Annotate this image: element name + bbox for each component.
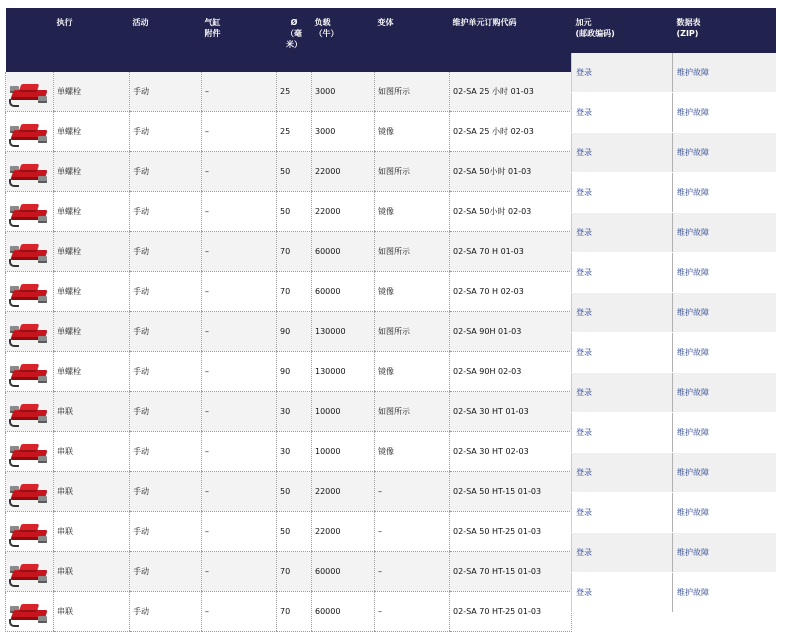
diameter-cell: 30	[277, 432, 312, 472]
accessory-cell: –	[202, 232, 277, 272]
action-cell: 手动	[130, 192, 202, 232]
execution-cell: 单螺栓	[54, 72, 130, 112]
header-execution: 执行	[54, 8, 130, 72]
datasheet-link[interactable]: 维护故障	[677, 588, 709, 597]
load-cell: 60000	[312, 232, 375, 272]
clamp-product-icon[interactable]	[8, 357, 52, 387]
action-cell: 手动	[130, 352, 202, 392]
download-row	[572, 573, 776, 613]
load-cell: 3000	[312, 72, 375, 112]
diameter-cell: 70	[277, 552, 312, 592]
datasheet-cell	[673, 173, 776, 213]
load-cell: 130000	[312, 352, 375, 392]
product-row	[6, 272, 572, 312]
cad-cell	[572, 53, 673, 93]
order-code-cell: 02-SA 70 H 02-03	[450, 272, 572, 312]
clamp-product-icon[interactable]	[8, 237, 52, 267]
product-image-cell	[6, 272, 54, 312]
cad-cell	[572, 253, 673, 293]
clamp-product-icon[interactable]	[8, 437, 52, 467]
download-row	[572, 333, 776, 373]
diameter-cell: 90	[277, 352, 312, 392]
cad-cell	[572, 573, 673, 613]
datasheet-cell	[673, 533, 776, 573]
diameter-cell: 50	[277, 152, 312, 192]
datasheet-link[interactable]: 维护故障	[677, 188, 709, 197]
accessory-cell: –	[202, 392, 277, 432]
product-image-cell	[6, 72, 54, 112]
execution-cell: 串联	[54, 592, 130, 632]
datasheet-link[interactable]: 维护故障	[677, 108, 709, 117]
header-diameter: Ø （毫 米）	[277, 8, 312, 72]
accessory-cell: –	[202, 472, 277, 512]
product-image-cell	[6, 432, 54, 472]
header-cad: 加元 (邮政编码)	[572, 8, 673, 53]
accessory-cell: –	[202, 192, 277, 232]
load-cell: 22000	[312, 192, 375, 232]
product-table	[5, 8, 572, 632]
order-code-cell: 02-SA 30 HT 02-03	[450, 432, 572, 472]
product-row	[6, 552, 572, 592]
accessory-cell: –	[202, 552, 277, 592]
action-cell: 手动	[130, 512, 202, 552]
order-code-cell: 02-SA 90H 01-03	[450, 312, 572, 352]
execution-cell: 串联	[54, 432, 130, 472]
login-link[interactable]: 登录	[576, 588, 592, 597]
diameter-cell: 25	[277, 112, 312, 152]
product-image-cell	[6, 392, 54, 432]
action-cell: 手动	[130, 232, 202, 272]
datasheet-link[interactable]: 维护故障	[677, 68, 709, 77]
clamp-product-icon[interactable]	[8, 597, 52, 627]
download-row	[572, 533, 776, 573]
action-cell: 手动	[130, 312, 202, 352]
order-code-cell: 02-SA 90H 02-03	[450, 352, 572, 392]
download-row	[572, 293, 776, 333]
accessory-cell: –	[202, 272, 277, 312]
execution-cell: 单螺栓	[54, 152, 130, 192]
login-link[interactable]: 登录	[576, 508, 592, 517]
execution-cell: 串联	[54, 392, 130, 432]
cad-cell	[572, 293, 673, 333]
accessory-cell: –	[202, 592, 277, 632]
product-row	[6, 192, 572, 232]
execution-cell: 单螺栓	[54, 192, 130, 232]
order-code-cell: 02-SA 25 小时 01-03	[450, 72, 572, 112]
header-load: 负载 （牛）	[312, 8, 375, 72]
clamp-product-icon[interactable]	[8, 117, 52, 147]
product-row	[6, 152, 572, 192]
accessory-cell: –	[202, 512, 277, 552]
product-table-header	[6, 8, 572, 72]
execution-cell: 单螺栓	[54, 232, 130, 272]
login-link[interactable]: 登录	[576, 68, 592, 77]
datasheet-cell	[673, 493, 776, 533]
diameter-cell: 50	[277, 192, 312, 232]
load-cell: 10000	[312, 432, 375, 472]
datasheet-link[interactable]: 维护故障	[677, 428, 709, 437]
download-row	[572, 53, 776, 93]
cad-cell	[572, 333, 673, 373]
action-cell: 手动	[130, 112, 202, 152]
download-table	[571, 8, 776, 613]
product-image-cell	[6, 552, 54, 592]
download-row	[572, 173, 776, 213]
clamp-product-icon[interactable]	[8, 277, 52, 307]
cad-cell	[572, 93, 673, 133]
action-cell: 手动	[130, 152, 202, 192]
product-image-cell	[6, 352, 54, 392]
load-cell: 60000	[312, 592, 375, 632]
action-cell: 手动	[130, 432, 202, 472]
datasheet-cell	[673, 573, 776, 613]
variant-cell: 镜像	[375, 112, 450, 152]
order-code-cell: 02-SA 70 HT-15 01-03	[450, 552, 572, 592]
product-image-cell	[6, 152, 54, 192]
product-row	[6, 112, 572, 152]
variant-cell: –	[375, 592, 450, 632]
load-cell: 60000	[312, 272, 375, 312]
load-cell: 130000	[312, 312, 375, 352]
login-link[interactable]: 登录	[576, 428, 592, 437]
execution-cell: 单螺栓	[54, 352, 130, 392]
variant-cell: 镜像	[375, 272, 450, 312]
order-code-cell: 02-SA 30 HT 01-03	[450, 392, 572, 432]
action-cell: 手动	[130, 552, 202, 592]
product-image-cell	[6, 472, 54, 512]
cad-cell	[572, 493, 673, 533]
diameter-cell: 50	[277, 512, 312, 552]
datasheet-cell	[673, 133, 776, 173]
load-cell: 10000	[312, 392, 375, 432]
variant-cell: 如图所示	[375, 312, 450, 352]
clamp-product-icon[interactable]	[8, 317, 52, 347]
order-code-cell: 02-SA 70 H 01-03	[450, 232, 572, 272]
variant-cell: 镜像	[375, 192, 450, 232]
execution-cell: 串联	[54, 552, 130, 592]
header-action: 活动	[130, 8, 202, 72]
header-image	[6, 8, 54, 72]
download-row	[572, 493, 776, 533]
cad-cell	[572, 173, 673, 213]
product-image-cell	[6, 112, 54, 152]
variant-cell: –	[375, 552, 450, 592]
action-cell: 手动	[130, 272, 202, 312]
product-row	[6, 592, 572, 632]
cad-cell	[572, 213, 673, 253]
order-code-cell: 02-SA 50小时 02-03	[450, 192, 572, 232]
clamp-product-icon[interactable]	[8, 517, 52, 547]
datasheet-link[interactable]: 维护故障	[677, 548, 709, 557]
load-cell: 60000	[312, 552, 375, 592]
variant-cell: 镜像	[375, 432, 450, 472]
login-link[interactable]: 登录	[576, 308, 592, 317]
execution-cell: 单螺栓	[54, 312, 130, 352]
accessory-cell: –	[202, 352, 277, 392]
login-link[interactable]: 登录	[576, 148, 592, 157]
datasheet-cell	[673, 293, 776, 333]
diameter-cell: 90	[277, 312, 312, 352]
variant-cell: 如图所示	[375, 232, 450, 272]
datasheet-cell	[673, 53, 776, 93]
download-row	[572, 253, 776, 293]
datasheet-link[interactable]: 维护故障	[677, 508, 709, 517]
diameter-cell: 70	[277, 272, 312, 312]
order-code-cell: 02-SA 70 HT-25 01-03	[450, 592, 572, 632]
login-link[interactable]: 登录	[576, 548, 592, 557]
cad-cell	[572, 453, 673, 493]
product-image-cell	[6, 192, 54, 232]
product-image-cell	[6, 232, 54, 272]
load-cell: 22000	[312, 472, 375, 512]
download-row	[572, 93, 776, 133]
execution-cell: 串联	[54, 472, 130, 512]
action-cell: 手动	[130, 392, 202, 432]
datasheet-cell	[673, 213, 776, 253]
datasheet-link[interactable]: 维护故障	[677, 348, 709, 357]
action-cell: 手动	[130, 72, 202, 112]
product-row	[6, 232, 572, 272]
accessory-cell: –	[202, 312, 277, 352]
order-code-cell: 02-SA 50 HT-15 01-03	[450, 472, 572, 512]
accessory-cell: –	[202, 152, 277, 192]
header-order-code: 维护单元订购代码	[450, 8, 572, 72]
datasheet-cell	[673, 253, 776, 293]
datasheet-link[interactable]: 维护故障	[677, 148, 709, 157]
product-row	[6, 312, 572, 352]
datasheet-cell	[673, 413, 776, 453]
datasheet-cell	[673, 373, 776, 413]
action-cell: 手动	[130, 472, 202, 512]
login-link[interactable]: 登录	[576, 348, 592, 357]
clamp-product-icon[interactable]	[8, 397, 52, 427]
accessory-cell: –	[202, 72, 277, 112]
header-cylinder-accessory: 气缸 附件	[202, 8, 277, 72]
variant-cell: 如图所示	[375, 392, 450, 432]
download-row	[572, 373, 776, 413]
login-link[interactable]: 登录	[576, 388, 592, 397]
product-image-cell	[6, 592, 54, 632]
diameter-cell: 30	[277, 392, 312, 432]
datasheet-link[interactable]: 维护故障	[677, 308, 709, 317]
variant-cell: –	[375, 512, 450, 552]
cad-cell	[572, 413, 673, 453]
clamp-product-icon[interactable]	[8, 157, 52, 187]
product-row	[6, 352, 572, 392]
clamp-product-icon[interactable]	[8, 197, 52, 227]
product-row	[6, 72, 572, 112]
load-cell: 3000	[312, 112, 375, 152]
datasheet-cell	[673, 333, 776, 373]
product-image-cell	[6, 512, 54, 552]
load-cell: 22000	[312, 512, 375, 552]
login-link[interactable]: 登录	[576, 108, 592, 117]
load-cell: 22000	[312, 152, 375, 192]
product-image-cell	[6, 312, 54, 352]
download-row	[572, 133, 776, 173]
header-variant: 变体	[375, 8, 450, 72]
datasheet-link[interactable]: 维护故障	[677, 468, 709, 477]
cad-cell	[572, 533, 673, 573]
execution-cell: 单螺栓	[54, 272, 130, 312]
order-code-cell: 02-SA 25 小时 02-03	[450, 112, 572, 152]
download-row	[572, 453, 776, 493]
download-row	[572, 413, 776, 453]
order-code-cell: 02-SA 50小时 01-03	[450, 152, 572, 192]
order-code-cell: 02-SA 50 HT-25 01-03	[450, 512, 572, 552]
datasheet-cell	[673, 93, 776, 133]
execution-cell: 串联	[54, 512, 130, 552]
execution-cell: 单螺栓	[54, 112, 130, 152]
accessory-cell: –	[202, 112, 277, 152]
login-link[interactable]: 登录	[576, 188, 592, 197]
datasheet-cell	[673, 453, 776, 493]
datasheet-link[interactable]: 维护故障	[677, 388, 709, 397]
login-link[interactable]: 登录	[576, 268, 592, 277]
cad-cell	[572, 133, 673, 173]
action-cell: 手动	[130, 592, 202, 632]
datasheet-link[interactable]: 维护故障	[677, 268, 709, 277]
header-datasheet: 数据表 (ZIP)	[673, 8, 776, 53]
clamp-product-icon[interactable]	[8, 77, 52, 107]
product-row	[6, 472, 572, 512]
clamp-product-icon[interactable]	[8, 557, 52, 587]
variant-cell: 如图所示	[375, 152, 450, 192]
diameter-cell: 70	[277, 232, 312, 272]
download-table-header	[572, 8, 776, 53]
diameter-cell: 70	[277, 592, 312, 632]
product-row	[6, 512, 572, 552]
accessory-cell: –	[202, 432, 277, 472]
variant-cell: 如图所示	[375, 72, 450, 112]
clamp-product-icon[interactable]	[8, 477, 52, 507]
login-link[interactable]: 登录	[576, 228, 592, 237]
product-row	[6, 432, 572, 472]
cad-cell	[572, 373, 673, 413]
diameter-cell: 25	[277, 72, 312, 112]
variant-cell: –	[375, 472, 450, 512]
download-row	[572, 213, 776, 253]
datasheet-link[interactable]: 维护故障	[677, 228, 709, 237]
product-row	[6, 392, 572, 432]
diameter-cell: 50	[277, 472, 312, 512]
login-link[interactable]: 登录	[576, 468, 592, 477]
variant-cell: 镜像	[375, 352, 450, 392]
